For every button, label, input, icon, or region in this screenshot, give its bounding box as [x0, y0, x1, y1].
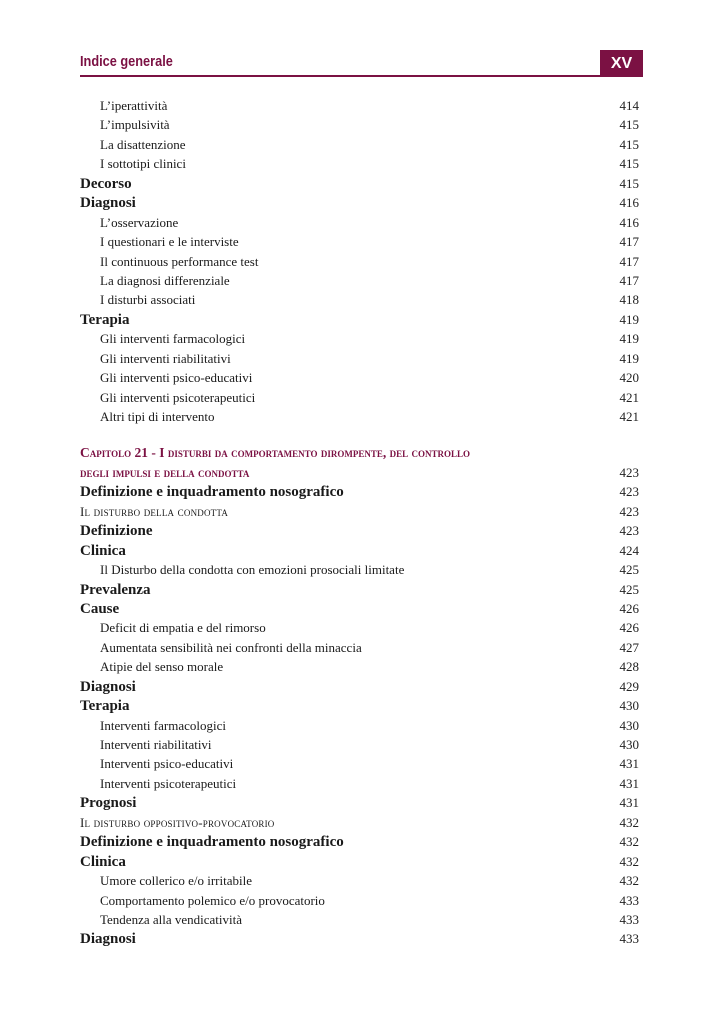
toc-entry[interactable]	[80, 871, 639, 890]
toc-entry[interactable]	[80, 929, 639, 948]
toc-entry[interactable]	[80, 813, 639, 832]
header-rule	[80, 75, 600, 77]
toc-entry[interactable]	[80, 716, 639, 735]
chapter-title-line2: degli impulsi e della condotta	[80, 464, 250, 480]
toc-entry[interactable]	[80, 560, 639, 579]
toc-entry[interactable]	[80, 735, 639, 754]
toc-entry-label: Terapia	[80, 698, 130, 715]
toc-entry-label: Umore collerico e/o irritabile	[100, 873, 252, 889]
toc-entry-page: 430	[619, 737, 639, 752]
toc-entry-page: 426	[619, 620, 639, 636]
toc-entry[interactable]	[80, 638, 639, 657]
toc-entry[interactable]	[80, 852, 639, 871]
toc-entry[interactable]	[80, 349, 639, 368]
toc-entry-label: Diagnosi	[80, 678, 136, 695]
toc-entry-page: 433	[619, 892, 639, 908]
toc-entry-label: Interventi psicoterapeutici	[100, 775, 237, 791]
toc-entry-page: 433	[619, 931, 639, 947]
toc-entry-label: Gli interventi psicoterapeutici	[100, 389, 256, 405]
toc-entry[interactable]	[80, 232, 639, 251]
toc-entry-page: 430	[619, 698, 639, 714]
page-header	[80, 50, 643, 78]
toc-entry-label: Definizione e inquadramento nosografico	[80, 484, 344, 501]
toc-entry[interactable]	[80, 677, 639, 696]
toc-entry-page: 428	[619, 659, 639, 675]
toc-entry[interactable]	[80, 521, 639, 540]
toc-entry-label: Interventi farmacologici	[100, 717, 226, 733]
toc-entry[interactable]	[80, 696, 639, 715]
toc-entry[interactable]	[80, 252, 639, 271]
toc-entry-page: 415	[619, 156, 639, 172]
toc-entry[interactable]	[80, 541, 639, 560]
toc-entry-label: Clinica	[80, 542, 126, 559]
toc-entry[interactable]	[80, 657, 639, 676]
toc-entry-page: 431	[619, 775, 639, 791]
toc-entry-page: 417	[619, 272, 639, 288]
toc-entry-page: 432	[619, 853, 639, 869]
toc-entry[interactable]	[80, 482, 639, 501]
toc-entry-page: 419	[619, 350, 639, 366]
toc-entry[interactable]	[80, 754, 639, 773]
toc-entry-page: 433	[619, 911, 639, 927]
toc-entry[interactable]	[80, 580, 639, 599]
toc-entry-label: Definizione e inquadramento nosografico	[80, 834, 344, 851]
toc-entry-page: 431	[619, 756, 639, 772]
running-header-title: Indice generale	[80, 53, 173, 70]
toc-entry-label: Interventi psico-educativi	[100, 756, 234, 772]
toc-entry-label: Diagnosi	[80, 195, 136, 212]
toc-entry[interactable]	[80, 115, 639, 134]
toc-entry-page: 423	[619, 484, 639, 500]
toc-entry-label: Definizione	[80, 523, 153, 540]
toc-entry[interactable]	[80, 407, 639, 426]
toc-entry-label: Il continuous performance test	[100, 253, 259, 269]
toc-entry[interactable]	[80, 368, 639, 387]
toc-entry[interactable]	[80, 174, 639, 193]
toc-entry[interactable]	[80, 96, 639, 115]
page-number-badge: XV	[600, 50, 643, 77]
toc-entry-label: Il Disturbo della condotta con emozioni prosociali limitate	[100, 562, 405, 578]
toc-entry-label: Comportamento polemico e/o provocatorio	[100, 892, 325, 908]
toc-section-before	[80, 96, 639, 426]
toc-entry[interactable]	[80, 618, 639, 637]
toc-entry-page: 432	[619, 873, 639, 889]
toc-entry-page: 424	[619, 542, 639, 558]
toc-entry[interactable]	[80, 774, 639, 793]
toc-entry-page: 429	[619, 678, 639, 694]
toc-entry-label: Gli interventi psico-educativi	[100, 370, 253, 386]
toc-entry[interactable]	[80, 290, 639, 309]
toc-entry-label: Interventi riabilitativi	[100, 737, 212, 752]
toc-entry-label: Atipie del senso morale	[100, 659, 224, 675]
toc-entry[interactable]	[80, 502, 639, 521]
toc-entry-label: Il disturbo della condotta	[80, 503, 229, 519]
toc-entry-page: 415	[619, 117, 639, 133]
toc-entry-page: 423	[619, 523, 639, 539]
toc-entry[interactable]	[80, 891, 639, 910]
toc-entry-label: L’osservazione	[100, 214, 179, 230]
toc-entry[interactable]	[80, 135, 639, 154]
toc-entry-page: 423	[619, 503, 639, 519]
toc-entry-label: La diagnosi differenziale	[100, 272, 230, 288]
toc-entry[interactable]	[80, 599, 639, 618]
toc-entry-label: Il disturbo oppositivo-provocatorio	[80, 814, 275, 830]
toc-entry[interactable]	[80, 832, 639, 851]
toc-entry-label: Prognosi	[80, 795, 137, 812]
toc-entry-label: I sottotipi clinici	[100, 156, 186, 172]
chapter-title-line1: Capitolo 21 - I disturbi da comportamento dirompente, del controllo	[80, 445, 470, 461]
toc-entry-label: Decorso	[80, 175, 132, 192]
toc-entry-label: Prevalenza	[80, 581, 151, 598]
toc-entry-page: 414	[619, 98, 639, 113]
toc-entry-page: 419	[619, 311, 639, 327]
toc-entry-label: Tendenza alla vendicatività	[100, 911, 243, 927]
toc-entry-label: I disturbi associati	[100, 292, 196, 308]
toc-entry-page: 416	[619, 214, 639, 230]
toc-entry-page: 418	[619, 292, 639, 308]
toc-entry-label: Aumentata sensibilità nei confronti della minaccia	[100, 639, 362, 655]
toc-entry-label: Gli interventi riabilitativi	[100, 350, 231, 366]
toc-entry-page: 421	[619, 409, 639, 424]
toc-entry[interactable]	[80, 193, 639, 212]
toc-entry[interactable]	[80, 310, 639, 329]
toc-entry[interactable]	[80, 213, 639, 232]
chapter-heading-line2[interactable]	[80, 463, 639, 482]
toc-entry-page: 416	[619, 195, 639, 211]
toc-entry-label: Diagnosi	[80, 931, 136, 948]
toc-entry-page: 426	[619, 600, 639, 616]
toc-entry-label: La disattenzione	[100, 136, 186, 152]
toc-entry-page: 417	[619, 234, 639, 250]
toc-entry[interactable]	[80, 793, 639, 812]
toc-entry-label: Cause	[80, 600, 120, 617]
table-of-contents	[80, 96, 639, 949]
toc-entry[interactable]	[80, 388, 639, 407]
toc-entry-page: 430	[619, 717, 639, 733]
chapter-heading-line1[interactable]	[80, 443, 639, 462]
toc-entry-label: Terapia	[80, 311, 130, 328]
toc-entry-page: 420	[619, 370, 639, 386]
toc-entry-page: 425	[619, 562, 639, 578]
toc-entry-page: 419	[619, 331, 639, 347]
toc-entry-page: 425	[619, 581, 639, 597]
toc-entry-page: 421	[619, 389, 639, 405]
toc-entry-label: L’iperattività	[100, 98, 168, 113]
toc-entry-label: Altri tipi di intervento	[100, 409, 215, 424]
toc-entry-label: Clinica	[80, 853, 126, 870]
toc-entry-page: 431	[619, 795, 639, 811]
toc-entry-page: 427	[619, 639, 639, 655]
toc-entry-page: 417	[619, 253, 639, 269]
toc-entry-page: 415	[619, 175, 639, 191]
toc-entry[interactable]	[80, 329, 639, 348]
toc-entry-label: Deficit di empatia e del rimorso	[100, 620, 266, 636]
toc-section-after	[80, 482, 639, 949]
toc-entry-label: I questionari e le interviste	[100, 234, 239, 250]
toc-entry-page: 415	[619, 136, 639, 152]
toc-entry-page: 432	[619, 834, 639, 850]
toc-entry-page: 432	[619, 814, 639, 830]
toc-entry-label: L’impulsività	[100, 117, 170, 133]
toc-entry[interactable]	[80, 910, 639, 929]
toc-entry-label: Gli interventi farmacologici	[100, 331, 246, 347]
chapter-page-number: 423	[619, 464, 639, 480]
toc-entry[interactable]	[80, 271, 639, 290]
toc-entry[interactable]	[80, 154, 639, 173]
